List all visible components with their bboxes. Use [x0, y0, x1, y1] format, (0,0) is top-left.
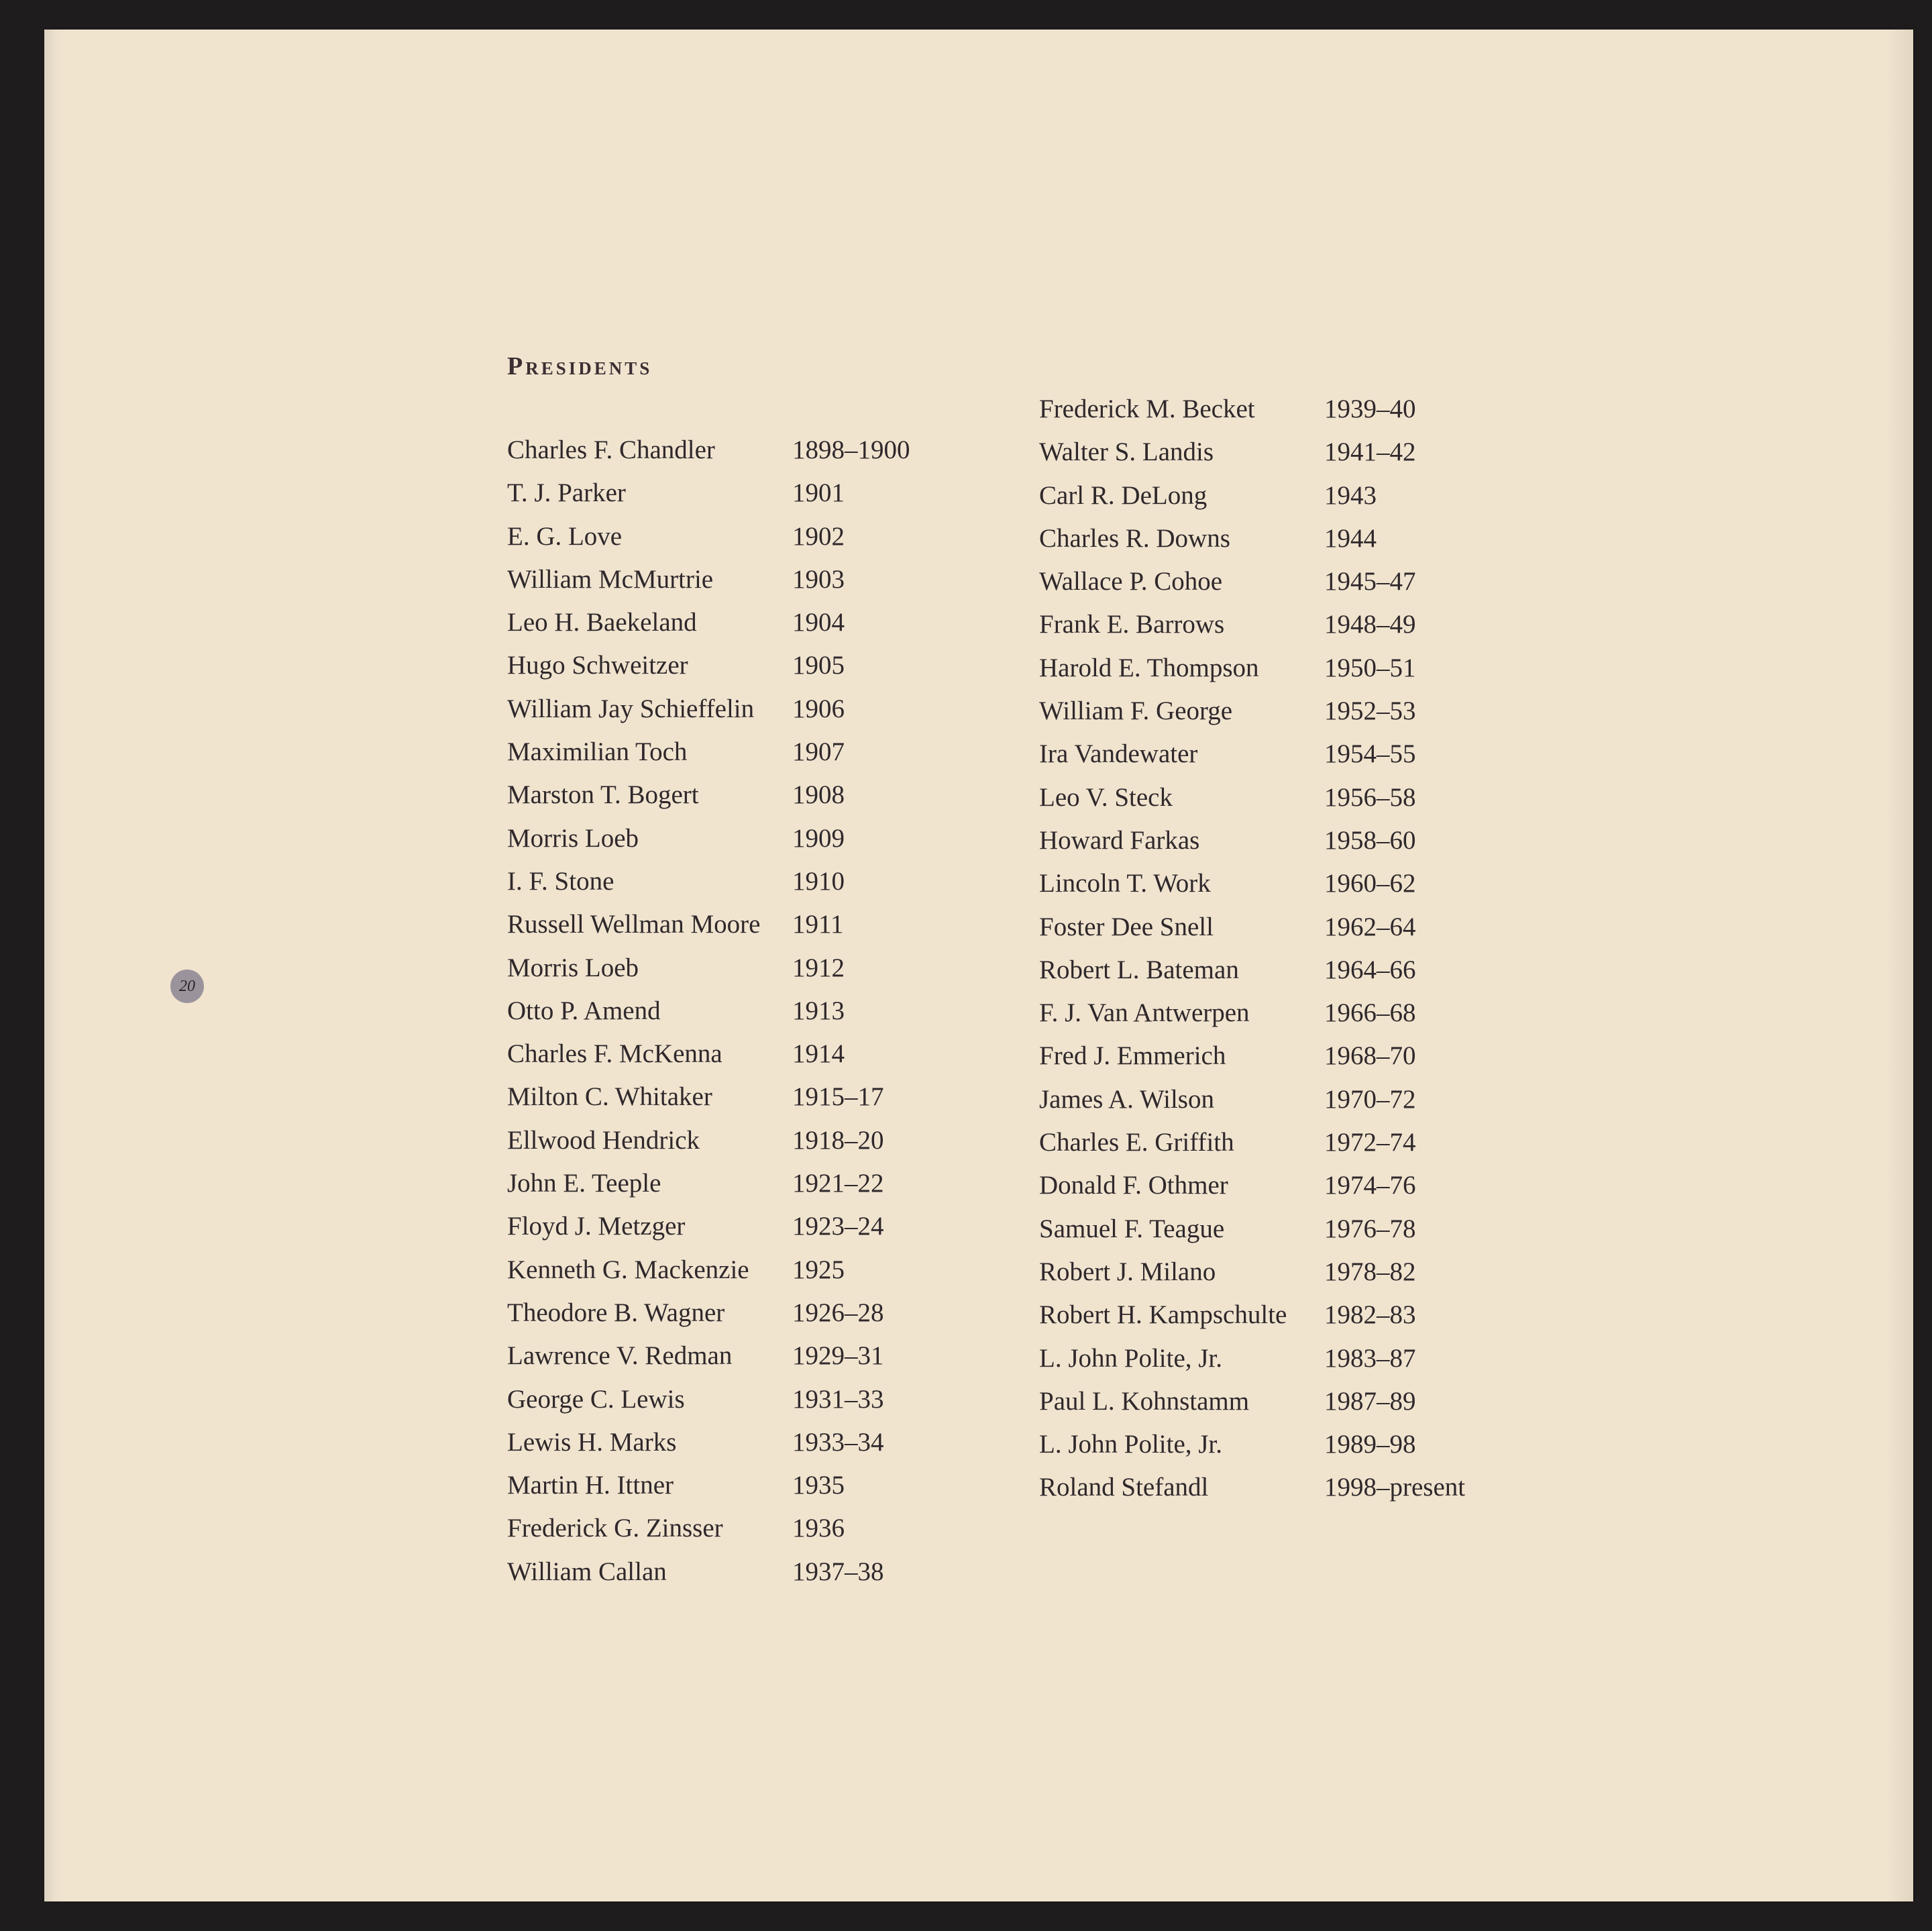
list-item: [507, 866, 1111, 909]
list-item: [1039, 394, 1643, 437]
list-item: [507, 435, 1111, 478]
term-years: 1941–42: [1324, 437, 1416, 467]
list-item: [1039, 1257, 1643, 1300]
term-years: 1926–28: [792, 1298, 884, 1327]
term-years: 1904: [792, 608, 845, 637]
president-name: Robert L. Bateman: [1039, 955, 1239, 984]
president-name: L. John Polite, Jr.: [1039, 1343, 1223, 1373]
president-name: George C. Lewis: [507, 1384, 685, 1414]
president-name: Leo V. Steck: [1039, 782, 1173, 812]
term-years: 1923–24: [792, 1212, 884, 1241]
term-years: 1974–76: [1324, 1171, 1416, 1200]
president-name: Frederick M. Becket: [1039, 395, 1255, 423]
president-name: William Jay Schieffelin: [507, 694, 755, 723]
term-years: 1970–72: [1324, 1084, 1416, 1114]
president-name: Ira Vandewater: [1039, 739, 1198, 769]
president-name: L. John Polite, Jr.: [1039, 1430, 1223, 1459]
list-item: [1039, 1300, 1643, 1343]
list-item: [507, 1082, 1111, 1125]
list-item: [1039, 782, 1643, 825]
president-name: T. J. Parker: [507, 478, 626, 508]
list-item: [507, 780, 1111, 823]
term-years: 1937–38: [792, 1557, 884, 1586]
term-years: 1939–40: [1324, 395, 1416, 423]
term-years: 1909: [792, 823, 845, 853]
president-name: Leo H. Baekeland: [507, 608, 697, 637]
list-item: [1039, 609, 1643, 652]
term-years: 1935: [792, 1471, 845, 1500]
term-years: 1987–89: [1324, 1386, 1416, 1416]
president-name: Charles R. Downs: [1039, 523, 1230, 553]
president-name: Lewis H. Marks: [507, 1427, 677, 1457]
term-years: 1964–66: [1324, 955, 1416, 984]
list-item: [1039, 1170, 1643, 1213]
president-name: I. F. Stone: [507, 866, 614, 896]
president-name: Wallace P. Cohoe: [1039, 567, 1223, 596]
list-item: [1039, 739, 1643, 782]
president-name: Foster Dee Snell: [1039, 912, 1214, 941]
document-page: [44, 30, 1913, 1901]
list-item: [1039, 912, 1643, 955]
list-item: [507, 1341, 1111, 1384]
term-years: 1989–98: [1324, 1430, 1416, 1459]
term-years: 1944: [1324, 523, 1377, 553]
president-name: Walter S. Landis: [1039, 437, 1214, 467]
list-item: [507, 1470, 1111, 1513]
term-years: 1910: [792, 866, 845, 896]
term-years: 1918–20: [792, 1125, 884, 1155]
term-years: 1966–68: [1324, 998, 1416, 1028]
list-item: [507, 996, 1111, 1039]
list-item: [507, 1039, 1111, 1082]
president-name: Milton C. Whitaker: [507, 1082, 712, 1112]
list-item: [1039, 868, 1643, 911]
list-item: [1039, 1214, 1643, 1257]
presidents-list-right: [1039, 394, 1643, 1516]
term-years: 1905: [792, 651, 845, 680]
list-item: [507, 953, 1111, 996]
list-item: [507, 607, 1111, 650]
list-item: [1039, 998, 1643, 1041]
term-years: 1978–82: [1324, 1257, 1416, 1286]
list-item: [507, 909, 1111, 952]
president-name: Theodore B. Wagner: [507, 1298, 725, 1327]
term-years: 1952–53: [1324, 696, 1416, 726]
list-item: [507, 694, 1111, 737]
term-years: 1945–47: [1324, 567, 1416, 596]
list-item: [1039, 1343, 1643, 1386]
president-name: Roland Stefandl: [1039, 1473, 1209, 1502]
term-years: 1943: [1324, 480, 1377, 510]
president-name: Paul L. Kohnstamm: [1039, 1386, 1250, 1416]
president-name: Hugo Schweitzer: [507, 651, 688, 680]
list-item: [507, 650, 1111, 693]
president-name: William Callan: [507, 1557, 667, 1586]
term-years: 1914: [792, 1039, 845, 1069]
list-item: [1039, 437, 1643, 480]
term-years: 1948–49: [1324, 610, 1416, 639]
president-name: Maximilian Toch: [507, 737, 688, 767]
term-years: 1958–60: [1324, 825, 1416, 855]
president-name: Marston T. Bogert: [507, 780, 699, 810]
list-item: [1039, 1386, 1643, 1429]
term-years: 1936: [792, 1514, 845, 1543]
list-item: [1039, 825, 1643, 868]
president-name: Kenneth G. Mackenzie: [507, 1255, 749, 1284]
president-name: Morris Loeb: [507, 823, 639, 853]
term-years: 1915–17: [792, 1082, 884, 1112]
president-name: Carl R. DeLong: [1039, 480, 1208, 510]
list-item: [1039, 653, 1643, 696]
list-item: [1039, 1127, 1643, 1170]
term-years: 1929–31: [792, 1341, 884, 1371]
list-item: [1039, 1041, 1643, 1084]
term-years: 1968–70: [1324, 1041, 1416, 1071]
presidents-list-left: [507, 435, 1111, 1600]
term-years: 1960–62: [1324, 869, 1416, 898]
president-name: Charles E. Griffith: [1039, 1128, 1234, 1157]
president-name: Morris Loeb: [507, 953, 639, 982]
list-item: [507, 564, 1111, 607]
president-name: F. J. Van Antwerpen: [1039, 998, 1250, 1028]
term-years: 1901: [792, 478, 845, 508]
term-years: 1921–22: [792, 1169, 884, 1198]
term-years: 1933–34: [792, 1427, 884, 1457]
list-item: [1039, 480, 1643, 523]
term-years: 1972–74: [1324, 1128, 1416, 1157]
list-item: [507, 521, 1111, 564]
president-name: Frederick G. Zinsser: [507, 1514, 723, 1543]
list-item: [1039, 696, 1643, 739]
term-years: 1982–83: [1324, 1300, 1416, 1330]
page-number-badge: 20: [170, 970, 204, 1003]
term-years: 1950–51: [1324, 653, 1416, 682]
list-item: [1039, 523, 1643, 566]
term-years: 1902: [792, 521, 845, 551]
page-heading: Presidents: [507, 352, 653, 380]
president-name: William F. George: [1039, 696, 1233, 726]
term-years: 1956–58: [1324, 782, 1416, 812]
president-name: Fred J. Emmerich: [1039, 1041, 1226, 1071]
president-name: Charles F. Chandler: [507, 435, 715, 464]
president-name: Donald F. Othmer: [1039, 1171, 1228, 1200]
term-years: 1911: [792, 910, 844, 939]
list-item: [507, 1255, 1111, 1298]
president-name: Lawrence V. Redman: [507, 1341, 733, 1371]
list-item: [1039, 1429, 1643, 1472]
list-item: [507, 1298, 1111, 1341]
term-years: 1954–55: [1324, 739, 1416, 769]
list-item: [1039, 566, 1643, 609]
president-name: William McMurtrie: [507, 564, 714, 594]
president-name: Samuel F. Teague: [1039, 1214, 1225, 1243]
president-name: Otto P. Amend: [507, 996, 661, 1025]
term-years: 1913: [792, 996, 845, 1025]
list-item: [507, 1513, 1111, 1556]
president-name: Martin H. Ittner: [507, 1471, 674, 1500]
president-name: Floyd J. Metzger: [507, 1212, 686, 1241]
president-name: John E. Teeple: [507, 1169, 661, 1198]
president-name: Howard Farkas: [1039, 825, 1200, 855]
list-item: [507, 1168, 1111, 1211]
term-years: 1898–1900: [792, 435, 910, 464]
term-years: 1912: [792, 953, 845, 982]
term-years: 1983–87: [1324, 1343, 1416, 1373]
term-years: 1906: [792, 694, 845, 723]
page-edge-right: [1886, 30, 1913, 1901]
list-item: [507, 1427, 1111, 1470]
list-item: [507, 737, 1111, 780]
list-item: [1039, 1472, 1643, 1515]
list-item: [507, 1211, 1111, 1254]
president-name: Ellwood Hendrick: [507, 1125, 700, 1155]
president-name: Charles F. McKenna: [507, 1039, 722, 1069]
list-item: [507, 1384, 1111, 1427]
list-item: [507, 1557, 1111, 1600]
president-name: Lincoln T. Work: [1039, 869, 1211, 898]
president-name: Frank E. Barrows: [1039, 610, 1225, 639]
president-name: James A. Wilson: [1039, 1084, 1214, 1114]
term-years: 1925: [792, 1255, 845, 1284]
president-name: E. G. Love: [507, 521, 623, 551]
term-years: 1962–64: [1324, 912, 1416, 941]
list-item: [1039, 955, 1643, 998]
president-name: Robert J. Milano: [1039, 1257, 1216, 1286]
term-years: 1903: [792, 564, 845, 594]
president-name: Harold E. Thompson: [1039, 653, 1259, 682]
list-item: [507, 823, 1111, 866]
term-years: 1931–33: [792, 1384, 884, 1414]
term-years: 1907: [792, 737, 845, 767]
term-years: 1908: [792, 780, 845, 810]
list-item: [1039, 1084, 1643, 1127]
term-years: 1976–78: [1324, 1214, 1416, 1243]
list-item: [507, 478, 1111, 521]
list-item: [507, 1125, 1111, 1168]
president-name: Russell Wellman Moore: [507, 910, 761, 939]
term-years: 1998–present: [1324, 1473, 1466, 1502]
page-edge-left: [44, 30, 63, 1901]
president-name: Robert H. Kampschulte: [1039, 1300, 1287, 1330]
